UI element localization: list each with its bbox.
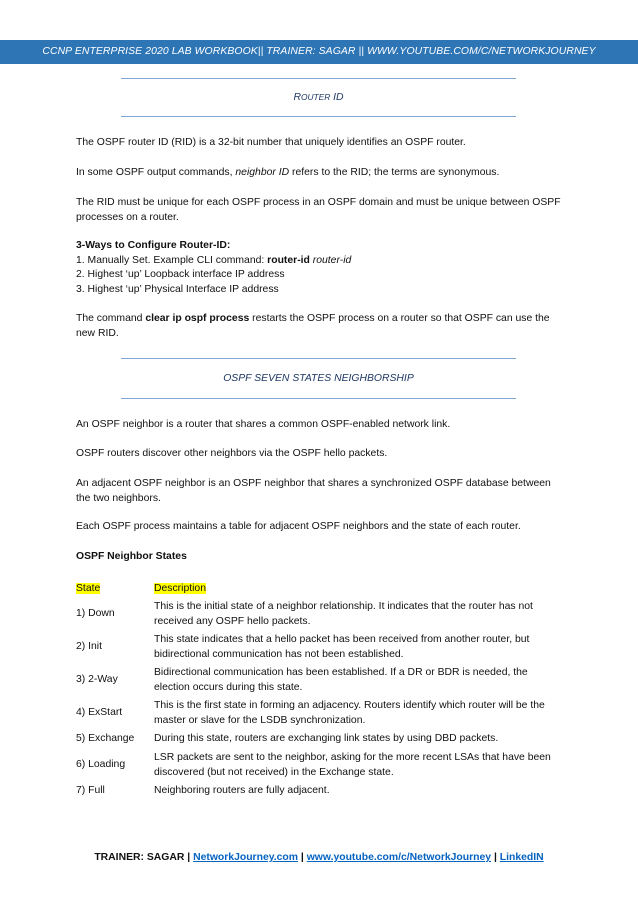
neighbor-states-table	[76, 580, 566, 801]
footer-link-networkjourney[interactable]: NetworkJourney.com	[193, 852, 298, 863]
paragraph-neighbor-definition: An OSPF neighbor is a router that shares a common OSPF-enabled network link.	[76, 419, 451, 430]
paragraph-neighbor-table: Each OSPF process maintains a table for adjacent OSPF neighbors and the state of each router.	[76, 521, 521, 532]
table-row	[76, 697, 566, 730]
way-1: 1. Manually Set. Example CLI command: router-id router-id	[76, 255, 352, 266]
table-row	[76, 631, 566, 664]
footer-separator: |	[493, 852, 497, 863]
header-banner: CCNP ENTERPRISE 2020 LAB WORKBOOK|| TRAINER: SAGAR || WWW.YOUTUBE.COM/C/NETWORKJOURNEY	[0, 40, 638, 64]
state-cell: 6) Loading	[76, 759, 126, 771]
table-row	[76, 598, 566, 631]
state-cell: 2) Init	[76, 641, 102, 653]
table-header-row	[76, 580, 566, 598]
section-rule-bottom	[121, 116, 516, 117]
seven-states-title: OSPF SEVEN STATES NEIGHBORSHIP	[223, 373, 414, 384]
table-row	[76, 730, 566, 749]
description-cell: LSR packets are sent to the neighbor, asking for the more recent LSAs that have been discovered (but not received) in the Exchange state.	[154, 752, 551, 778]
section-rule-top	[121, 78, 516, 79]
table-row	[76, 782, 566, 801]
description-cell: This state indicates that a hello packet has been received from another router, but bidirectional communication has not been established.	[154, 634, 530, 660]
footer	[0, 851, 638, 866]
paragraph-rid-unique: The RID must be unique for each OSPF process in an OSPF domain and must be unique between OSPF processes on a router.	[76, 197, 561, 223]
footer-link-youtube[interactable]: www.youtube.com/c/NetworkJourney	[306, 852, 492, 863]
paragraph-rid-definition: The OSPF router ID (RID) is a 32-bit number that uniquely identifies an OSPF router.	[76, 137, 466, 148]
state-cell: 7) Full	[76, 785, 105, 797]
title-smallcaps: OUTER	[300, 92, 331, 102]
footer-trainer: TRAINER: SAGAR	[94, 852, 185, 863]
footer-separator: |	[300, 852, 304, 863]
paragraph-clear-process: The command clear ip ospf process restarts the OSPF process on a router so that OSPF can use the new RID.	[76, 313, 550, 339]
section-rule-bottom	[121, 398, 516, 399]
header-cell-description: Description	[154, 582, 206, 594]
title-id: ID	[333, 92, 344, 103]
router-id-title	[121, 90, 516, 105]
footer-link-linkedin[interactable]: LinkedIN	[499, 852, 544, 863]
seven-states-section-header	[121, 358, 516, 399]
title-initial: R	[293, 92, 301, 103]
state-cell: 5) Exchange	[76, 733, 135, 745]
description-cell: This is the initial state of a neighbor relationship. It indicates that the router has not received any OSPF hello packets.	[154, 601, 533, 627]
paragraph-neighbor-id: In some OSPF output commands, neighbor ID refers to the RID; the terms are synonymous.	[76, 167, 500, 178]
table-row	[76, 749, 566, 782]
router-id-section-header	[121, 78, 516, 117]
paragraph-hello-packets: OSPF routers discover other neighbors via the OSPF hello packets.	[76, 448, 388, 459]
section-rule-top	[121, 358, 516, 359]
ways-heading: 3-Ways to Configure Router-ID:	[76, 240, 231, 251]
description-cell: Bidirectional communication has been established. If a DR or BDR is needed, the election occurs during this state.	[154, 667, 528, 693]
description-cell: This is the first state in forming an adjacency. Routers identify which router will be the master or slave for the LSDB synchronization.	[154, 700, 545, 726]
state-cell: 4) ExStart	[76, 707, 123, 719]
state-cell: 3) 2-Way	[76, 674, 118, 686]
states-heading: OSPF Neighbor States	[76, 551, 187, 562]
way-3: 3. Highest ‘up’ Physical Interface IP address	[76, 284, 279, 295]
state-cell: 1) Down	[76, 608, 115, 620]
table-row	[76, 664, 566, 697]
way-2: 2. Highest ‘up’ Loopback interface IP address	[76, 269, 285, 280]
description-cell: Neighboring routers are fully adjacent.	[154, 785, 330, 797]
footer-separator: |	[187, 852, 191, 863]
paragraph-adjacent-neighbor: An adjacent OSPF neighbor is an OSPF neighbor that shares a synchronized OSPF database between the two neighbors.	[76, 478, 551, 504]
header-cell-state: State	[76, 582, 101, 594]
description-cell: During this state, routers are exchanging link states by using DBD packets.	[154, 733, 499, 745]
